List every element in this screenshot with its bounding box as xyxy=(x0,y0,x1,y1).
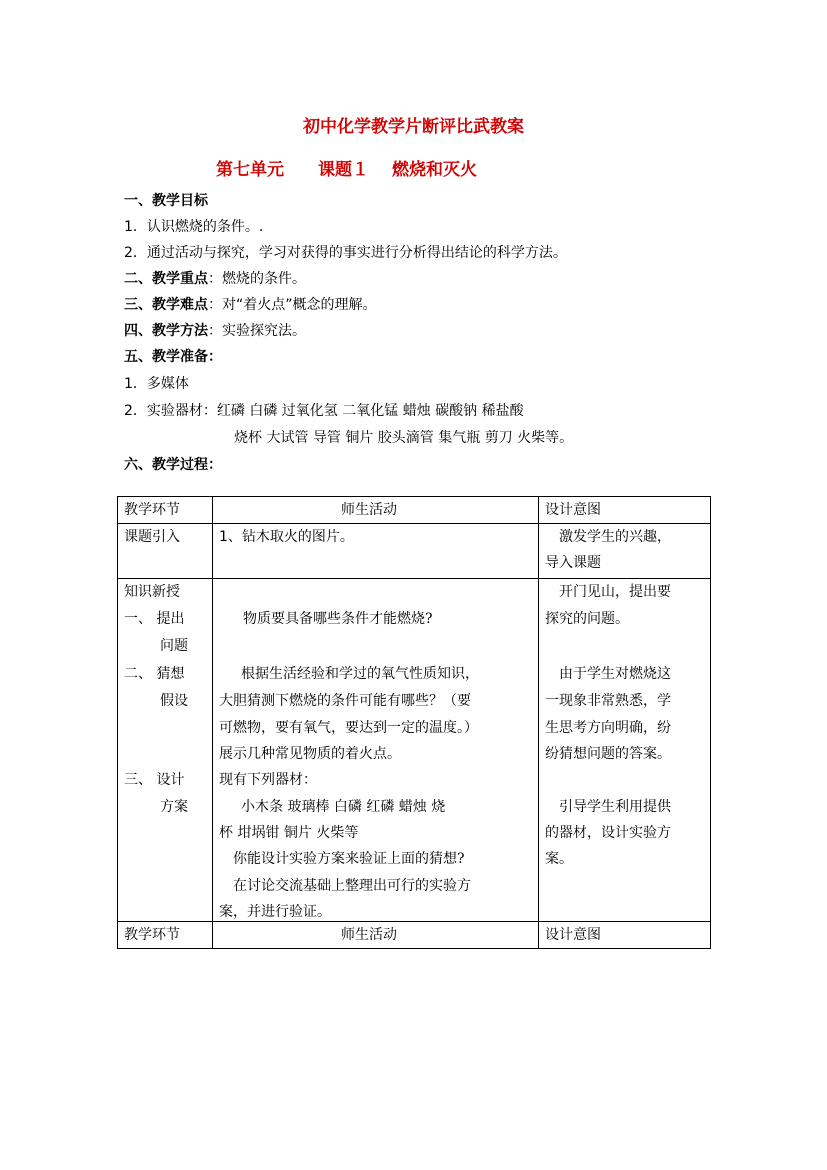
table-header-row xyxy=(118,497,711,524)
header-intent: 设计意图 xyxy=(545,502,601,518)
table-row-intro xyxy=(118,524,711,579)
method-text: ：实验探究法。 xyxy=(208,323,306,339)
stage-line: 知识新授 xyxy=(124,584,180,600)
intro-stage: 课题引入 xyxy=(124,529,180,545)
difficulty-text: ：对“着火点”概念的理解。 xyxy=(208,297,377,313)
stage-line: 一、 提出 xyxy=(124,611,185,627)
header-stage: 教学环节 xyxy=(124,502,180,518)
footer-intent: 设计意图 xyxy=(545,927,601,943)
stage-line: 三、 设计 xyxy=(124,772,185,788)
goal-item-1: 1．认识燃烧的条件。. xyxy=(124,219,264,235)
stage-line: 问题 xyxy=(160,638,188,654)
intent-line: 生思考方向明确，纷 xyxy=(545,720,671,736)
table-row-body xyxy=(118,579,711,922)
goal-heading: 一、教学目标 xyxy=(124,193,208,209)
intent-line: 由于学生对燃烧这 xyxy=(559,666,671,682)
document-title: 初中化学教学片断评比武教案 xyxy=(303,117,524,137)
stage-line: 假设 xyxy=(160,693,188,709)
table-footer-row xyxy=(118,922,711,949)
topic-label: 燃烧和灭火 xyxy=(392,160,477,180)
intro-intent-line: 激发学生的兴趣， xyxy=(559,529,671,545)
activity-line: 根据生活经验和学过的氧气性质知识， xyxy=(241,666,479,682)
stage-line: 二、 猜想 xyxy=(124,666,185,682)
activity-line: 你能设计实验方案来验证上面的猜想? xyxy=(233,851,465,867)
prep-heading: 五、教学准备： xyxy=(124,349,222,365)
prep-item-2-continued: 烧杯 大试管 导管 铜片 胶头滴管 集气瓶 剪刀 火柴等。 xyxy=(234,430,574,446)
intent-line: 纷猜想问题的答案。 xyxy=(545,746,671,762)
stage-line: 方案 xyxy=(160,799,188,815)
activity-line: 物质要具备哪些条件才能燃烧? xyxy=(243,611,433,627)
method-label: 四、教学方法 xyxy=(124,323,208,339)
activity-line: 杯 坩埚钳 铜片 火柴等 xyxy=(219,825,359,841)
activity-line: 案，并进行验证。 xyxy=(219,904,331,920)
lesson-process-table xyxy=(117,496,711,949)
activity-line: 小木条 玻璃棒 白磷 红磷 蜡烛 烧 xyxy=(241,799,446,815)
intro-intent-line: 导入课题 xyxy=(545,555,601,571)
activity-line: 在讨论交流基础上整理出可行的实验方 xyxy=(233,878,471,894)
prep-item-2: 2．实验器材：红磷 白磷 过氧化氢 二氧化锰 蜡烛 碳酸钠 稀盐酸 xyxy=(124,403,524,419)
method-line xyxy=(124,322,306,340)
goal-item-2: 2．通过活动与探究，学习对获得的事实进行分析得出结论的科学方法。 xyxy=(124,245,567,261)
header-activity: 师生活动 xyxy=(341,502,397,518)
intent-line: 开门见山，提出要 xyxy=(559,584,671,600)
intent-line: 引导学生利用提供 xyxy=(559,799,671,815)
activity-line: 可燃物，要有氧气，要达到一定的温度。） xyxy=(219,720,478,736)
key-point-line xyxy=(124,270,306,288)
footer-activity: 师生活动 xyxy=(341,927,397,943)
intent-line: 一现象非常熟悉，学 xyxy=(545,693,671,709)
difficulty-line xyxy=(124,296,377,314)
process-heading: 六、教学过程： xyxy=(124,457,222,473)
intent-line: 探究的问题。 xyxy=(545,611,629,627)
intro-activity: 1、钻木取火的图片。 xyxy=(219,529,354,545)
footer-stage: 教学环节 xyxy=(124,927,180,943)
intent-line: 的器材，设计实验方 xyxy=(545,825,671,841)
intent-line: 案。 xyxy=(545,851,573,867)
unit-label: 第七单元 xyxy=(216,160,284,180)
key-point-label: 二、教学重点 xyxy=(124,271,208,287)
key-point-text: ：燃烧的条件。 xyxy=(208,271,306,287)
lesson-label: 课题１ xyxy=(318,160,369,180)
difficulty-label: 三、教学难点 xyxy=(124,297,208,313)
prep-item-1: 1．多媒体 xyxy=(124,376,189,392)
activity-line: 展示几种常见物质的着火点。 xyxy=(219,746,401,762)
activity-line: 现有下列器材： xyxy=(219,772,317,788)
activity-line: 大胆猜测下燃烧的条件可能有哪些？（要 xyxy=(219,693,471,709)
